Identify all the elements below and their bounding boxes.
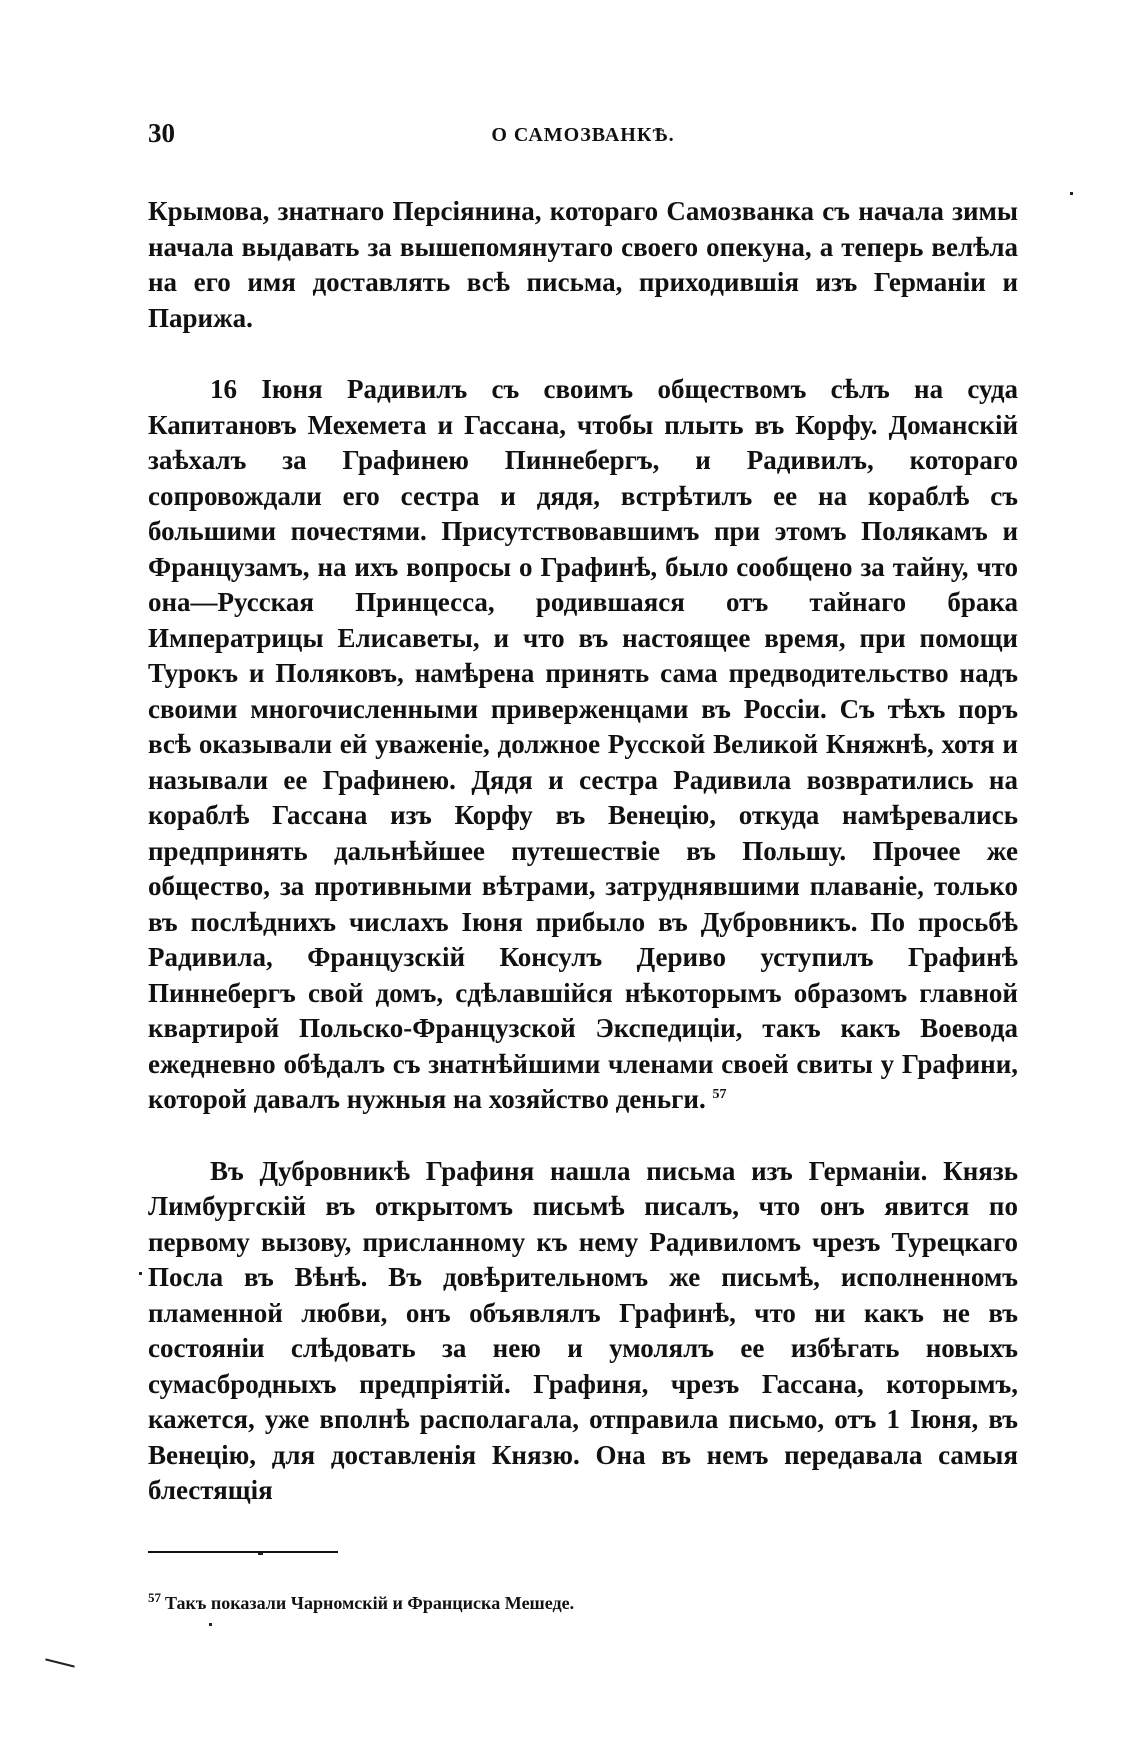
page-number: 30 xyxy=(148,118,175,148)
scan-speck xyxy=(139,1272,142,1275)
scan-speck xyxy=(1070,192,1073,195)
footnote xyxy=(148,1589,1018,1614)
footnote-reference: 57 xyxy=(712,1087,727,1102)
footnote-separator xyxy=(148,1551,338,1553)
scan-speck xyxy=(209,1623,212,1626)
paragraph-1: Крымова, знатнаго Персіянина, котораго Самозванка съ начала зимы начала выдавать за вышепомянутаго своего опекуна, а теперь велѣла на его имя доставлять всѣ письма, приходившія изъ Германіи и Парижа. xyxy=(148,196,1018,333)
paragraph-2-text: 16 Іюня Радивилъ съ своимъ обществомъ сѣлъ на суда Капитановъ Мехемета и Гассана, чтобы плыть въ Корфу. Доманскій заѣхалъ за Графинею Пиннебергъ, и Радивилъ, котораго сопровождали его сестра и дядя, встрѣтилъ ее на кораблѣ съ большими почестями. Присутствовавшимъ при этомъ Полякамъ и Французамъ, на ихъ вопросы о Графинѣ, было сообщено за тайну, что она—Русская Принцесса, родившаяся отъ тайнаго брака Императрицы Елисаветы, и что въ настоящее время, при помощи Турокъ и Поляковъ, намѣрена принять сама предводительство надъ своими многочисленными приверженцами въ Россіи. Съ тѣхъ поръ всѣ оказывали ей уваженіе, должное Русской Великой Княжнѣ, хотя и называли ее Графинею. Дядя и сестра Радивила возвратились на кораблѣ Гассана изъ Корфу въ Венецію, откуда намѣревались предпринять дальнѣйшее путешествіе въ Польшу. Прочее же общество, за противными вѣтрами, затруднявшими плаваніе, только въ послѣднихъ числахъ Іюня прибыло въ Дубровникъ. По просьбѣ Радивила, Французскій Консулъ Дериво уступилъ Графинѣ Пиннебергъ свой домъ, сдѣлавшійся нѣкоторымъ образомъ главной квартирой Польско-Французской Экспедиціи, такъ какъ Воевода ежедневно обѣдалъ съ знатнѣйшими членами своей свиты у Графини, которой давалъ нужныя на хозяйство деньги. xyxy=(148,374,1018,1114)
paragraph-3: Въ Дубровникѣ Графиня нашла письма изъ Германіи. Князь Лимбургскій въ открытомъ письмѣ писалъ, что онъ явится по первому вызову, присланному къ нему Радивиломъ чрезъ Турецкаго Посла въ Вѣнѣ. Въ довѣрительномъ же письмѣ, исполненномъ пламенной любви, онъ объявлялъ Графинѣ, что ни какъ не въ состояніи слѣдовать за нею и умолялъ ее избѣгать новыхъ сумасбродныхъ предпріятій. Графиня, чрезъ Гассана, которымъ, кажется, уже вполнѣ располагала, отправила письмо, отъ 1 Іюня, въ Венецію, для доставленія Князю. Она въ немъ передавала самыя блестящія xyxy=(148,1155,1018,1505)
paragraph-2 xyxy=(148,372,1018,1118)
footnote-mark: 57 xyxy=(148,1589,161,1605)
running-title: О САМОЗВАНКѢ. xyxy=(491,124,675,146)
paragraph-gap xyxy=(148,1118,1018,1154)
footnote-text: Такъ показали Чарномскій и Францискa Мешеде. xyxy=(165,1592,575,1613)
paragraph-gap xyxy=(148,336,1018,372)
page-header xyxy=(148,118,1018,158)
scan-speck xyxy=(45,1658,75,1667)
scan-speck xyxy=(258,1553,263,1555)
book-page xyxy=(148,118,1018,1614)
